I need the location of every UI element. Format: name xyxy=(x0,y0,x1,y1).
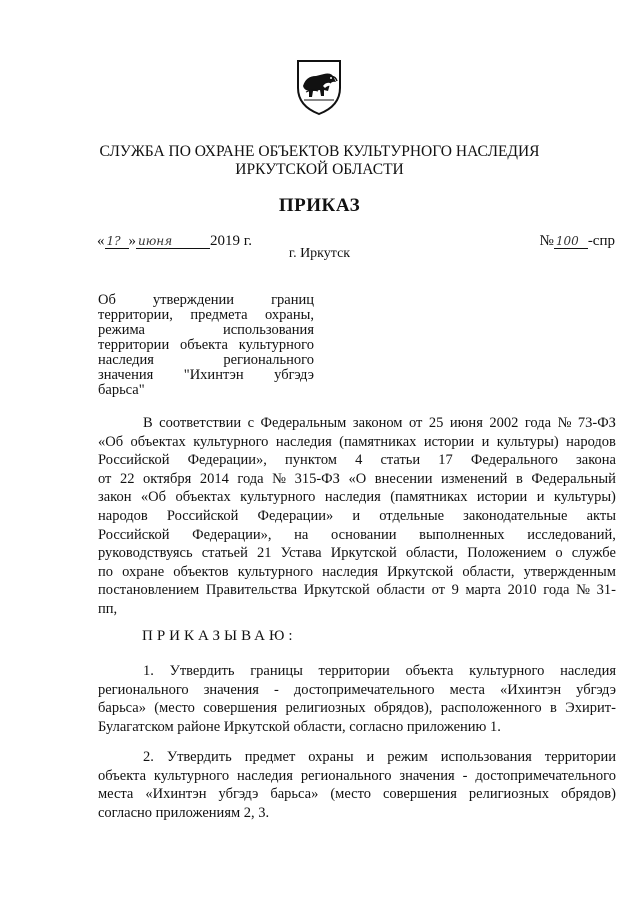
item-line: 1. Утвердить границы территории объекта культурного наследия xyxy=(143,663,616,679)
order-directive-heading: ПРИКАЗЫВАЮ: xyxy=(142,628,297,644)
number-suffix: -спр xyxy=(587,233,615,249)
number-prefix: № xyxy=(539,233,554,249)
subject-line: территории объекта культурного xyxy=(98,337,314,353)
preamble-line: по охране объектов культурного наследия Иркутской области, утвержденным xyxy=(98,563,616,580)
item-line: объекта культурного наследия регионального значения - достопримечательного xyxy=(98,767,616,784)
preamble-paragraph xyxy=(98,414,616,619)
order-subject xyxy=(98,293,314,398)
preamble-line: Российской Федерации», пунктом 4 статьи 17 Федерального закона xyxy=(98,452,616,469)
item-line: регионального значения - достопримечательного места «Ихинтэн убгэдэ xyxy=(98,681,616,698)
preamble-line: В соответствии с Федеральным законом от 25 июня 2002 года № 73-ФЗ xyxy=(143,415,616,431)
item-line: барьса» (место совершения религиозных обрядов), расположенного в Эхирит- xyxy=(98,700,616,717)
number-handwritten: 100 xyxy=(554,234,588,249)
subject-line: территории, предмета охраны, xyxy=(98,307,314,323)
date-quote-close: » xyxy=(128,233,136,249)
date-day-handwritten: 1? xyxy=(105,234,129,249)
subject-line: барьса" xyxy=(98,382,145,398)
item-line: места «Ихинтэн убгэдэ барьса» (место совершения религиозных обрядов) xyxy=(98,786,616,803)
preamble-line: пп, xyxy=(98,600,118,617)
preamble-line: руководствуясь статьей 21 Устава Иркутской области, Положением о службе xyxy=(98,545,616,562)
item-line: 2. Утвердить предмет охраны и режим использования территории xyxy=(143,749,616,765)
date-year: 2019 г. xyxy=(210,233,252,249)
subject-line: режима использования xyxy=(98,322,314,338)
preamble-line: закон «Об объектах культурного наследия (памятниках истории и культуры) xyxy=(98,489,616,506)
preamble-line: Российской Федерации», на основании выполненных исследований, xyxy=(98,526,616,543)
order-item-2 xyxy=(98,748,616,822)
date-month-handwritten: июня xyxy=(136,234,210,249)
city-name: г. Иркутск xyxy=(288,246,351,261)
preamble-line: постановлением Правительства Иркутской области от 9 марта 2010 года № 31- xyxy=(98,582,616,599)
preamble-line: «Об объектах культурного наследия (памятниках истории и культуры) народов xyxy=(98,433,616,450)
order-item-1 xyxy=(98,662,616,736)
date-quote-open: « xyxy=(97,233,105,249)
document-title: ПРИКАЗ xyxy=(278,195,361,216)
subject-line: наследия регионального xyxy=(98,352,314,368)
item-line: Булагатском районе Иркутской области, согласно приложению 1. xyxy=(98,718,501,735)
subject-line: значения "Ихинтэн убгэдэ xyxy=(98,367,314,383)
subject-line: Об утверждении границ xyxy=(98,292,314,308)
item-line: согласно приложениям 2, 3. xyxy=(98,804,270,821)
agency-name-line-2: ИРКУТСКОЙ ОБЛАСТИ xyxy=(235,161,404,178)
agency-name xyxy=(0,143,639,179)
preamble-line: от 22 октября 2014 года № 315-ФЗ «О внесении изменений в Федеральный xyxy=(98,470,616,487)
coat-of-arms-icon xyxy=(294,58,344,116)
preamble-line: народов Российской Федерации» и отдельные законодательные акты xyxy=(98,507,616,524)
agency-name-line-1: СЛУЖБА ПО ОХРАНЕ ОБЪЕКТОВ КУЛЬТУРНОГО НАСЛЕДИЯ xyxy=(99,143,540,160)
